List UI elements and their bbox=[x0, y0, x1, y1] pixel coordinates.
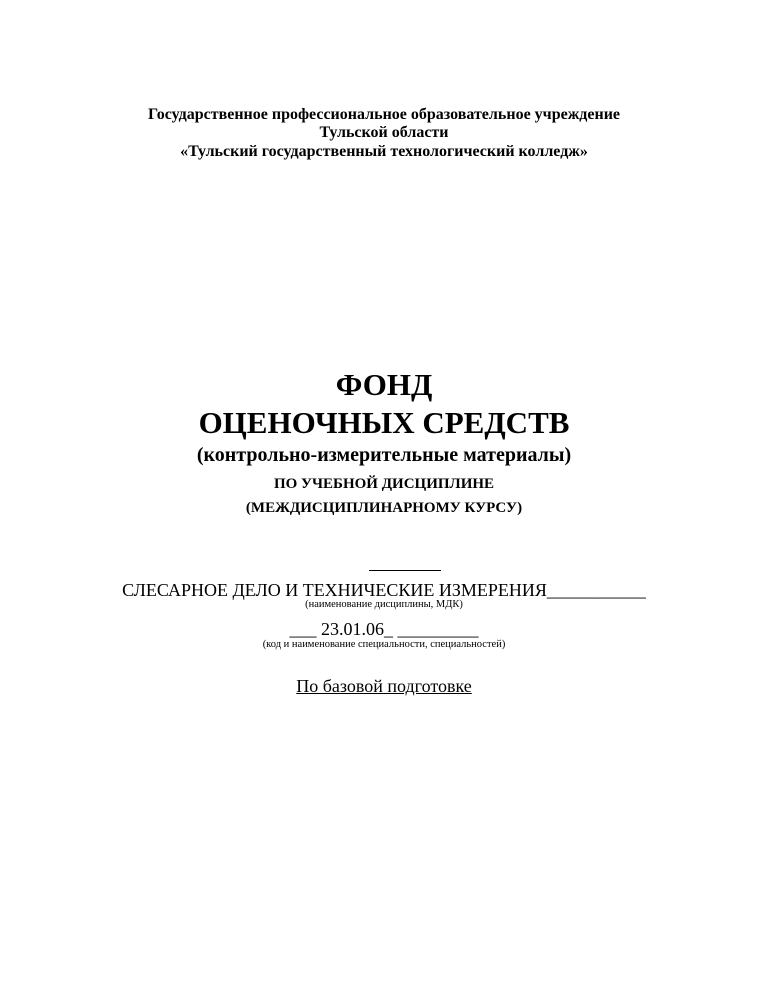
blank-underline bbox=[369, 570, 441, 571]
training-level: По базовой подготовке bbox=[296, 676, 472, 696]
discipline-name: СЛЕСАРНОЕ ДЕЛО И ТЕХНИЧЕСКИЕ ИЗМЕРЕНИЯ___________ bbox=[122, 580, 646, 600]
institution-name-line3: «Тульский государственный технологический колледж» bbox=[180, 143, 588, 160]
institution-name-line2: Тульской области bbox=[319, 124, 449, 141]
document-subtitle: (контрольно-измерительные материалы) bbox=[196, 444, 572, 466]
discipline-caption: (наименование дисциплины, МДК) bbox=[305, 599, 463, 610]
discipline-heading: ПО УЧЕБНОЙ ДИСЦИПЛИНЕ bbox=[273, 476, 495, 492]
specialty-code: ___ 23.01.06_ _________ bbox=[289, 619, 479, 639]
institution-name-line1: Государственное профессиональное образовательное учреждение bbox=[147, 106, 621, 123]
document-title-line2: ОЦЕНОЧНЫХ СРЕДСТВ bbox=[198, 405, 570, 440]
course-heading: (МЕЖДИСЦИПЛИНАРНОМУ КУРСУ) bbox=[245, 500, 523, 516]
document-title-line1: ФОНД bbox=[335, 367, 433, 402]
specialty-caption: (код и наименование специальности, специальностей) bbox=[262, 639, 506, 650]
